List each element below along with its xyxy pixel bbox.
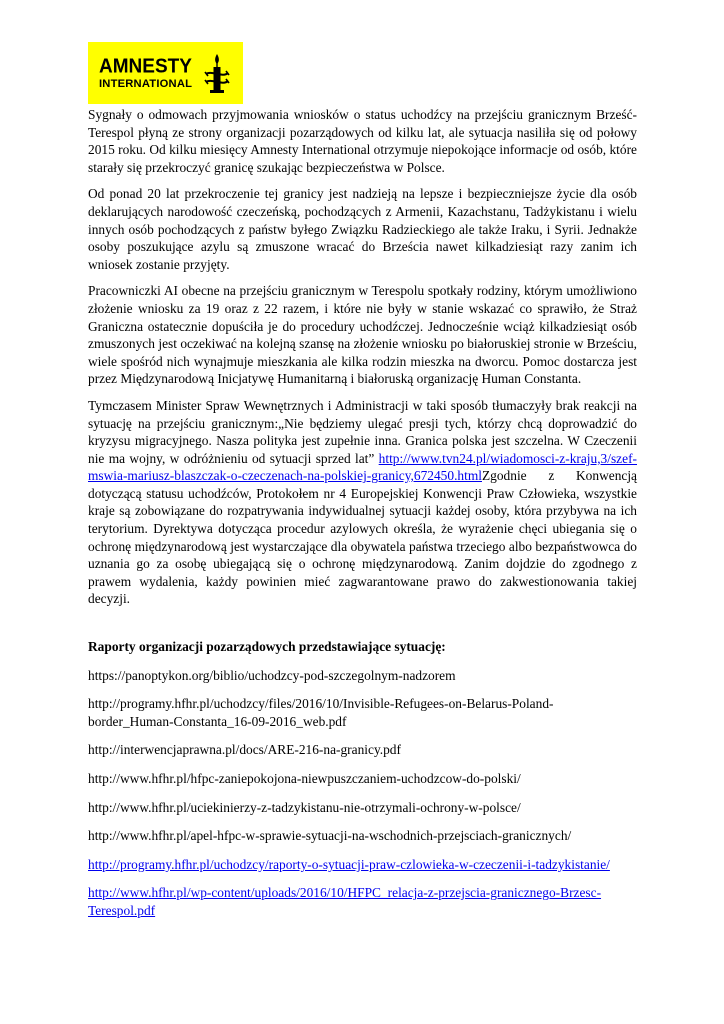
sources-heading: Raporty organizacji pozarządowych przedstawiające sytuację: <box>88 639 446 655</box>
logo-line-1: AMNESTY <box>99 55 192 78</box>
amnesty-logo <box>88 42 243 104</box>
paragraph-2: Od ponad 20 lat przekroczenie tej granicy jest nadzieją na lepsze i bezpieczniejsze życie dla osób deklarujących narodowość czeczeńską, pochodzących z Armenii, Kazachstanu, Tadżykistanu i wielu innych osób pochodzących z państw byłego Związku Radzieckiego ale także Iraku, i Syrii. Jednakże osoby poszukujące azylu są zmuszone wracać do Brześcia nawet kilkadziesiąt razy zanim ich wniosek zostanie przyjęty. <box>88 186 637 272</box>
candle-barbed-wire-icon <box>201 52 233 96</box>
paragraph-1: Sygnały o odmowach przyjmowania wniosków o status uchodźcy na przejściu granicznym Brześć-Terespol płyną ze strony organizacji pozarządowych od kilku lat, ale sytuacja nasiliła się od połowy 2015 roku. Od kilku miesięcy Amnesty International otrzymuje niepokojące informacje od osób, które starały się przekroczyć granicę szukając bezpieczeństwa w Polsce. <box>88 107 637 175</box>
source-link-item <box>88 856 637 874</box>
logo-wordmark <box>99 57 192 90</box>
source-item: http://www.hfhr.pl/apel-hfpc-w-sprawie-sytuacji-na-wschodnich-przejsciach-granicznych/ <box>88 828 572 844</box>
paragraph-4-text-end: Zgodnie z Konwencją dotyczącą statusu uchodźców, Protokołem nr 4 Europejskiej Konwencji Praw Człowieka, wszystkie kraje są zobowiązane do rozpatrywania indywidualnej sytuacji każdej osoby, która przybywa na ich terytorium. Dyrektywa dotycząca procedur azylowych określa, że wyrażenie chęci ubiegania się o ochronę międzynarodową jest wystarczające dla obywatela państwa trzeciego albo bezpaństwowca do uznania go za osobę ubiegającą się o ochronę międzynarodową. Zanim dojdzie do zgodnego z prawem wydalenia, każdy powinien mieć zagwarantowane prawo do zakwestionowania takiej decyzji. <box>88 468 637 607</box>
source-item: http://www.hfhr.pl/uciekinierzy-z-tadzykistanu-nie-otrzymali-ochrony-w-polsce/ <box>88 799 521 815</box>
document-body <box>88 106 637 920</box>
tvn24-article-link[interactable]: http://www.tvn24.pl/wiadomosci-z-kraju,3/szef-mswia-mariusz-blaszczak-o-czeczenach-na-polskiej-granicy,672450.html <box>88 450 637 484</box>
source-link-item <box>88 884 637 919</box>
source-item: http://interwencjaprawna.pl/docs/ARE-216-na-granicy.pdf <box>88 742 401 758</box>
source-item: http://www.hfhr.pl/hfpc-zaniepokojona-niewpuszczaniem-uchodzcow-do-polski/ <box>88 771 521 786</box>
paragraph-4 <box>88 397 637 608</box>
paragraph-3: Pracowniczki AI obecne na przejściu granicznym w Terespolu spotkały rodziny, którym umożliwiono złożenie wniosku za 19 oraz z 22 razem, i które nie były w stanie wskazać co sprawiło, że Straż Graniczna ostatecznie dopuściła je do procedury uchodźczej. Jednocześnie wciąż kilkadziesiąt osób zmuszonych jest oczekiwać na kolejną szansę na złożenie wniosku po białoruskiej stronie w Brześciu, wiele spośród nich wynajmuje mieszkania ale kilka rodzin mieszka na dworcu. Pomoc dostarcza jest przez Międzynarodową Inicjatywę Humanitarną i białoruską organizację Human Constanta. <box>88 283 637 387</box>
logo-line-2: INTERNATIONAL <box>99 78 193 90</box>
hfhr-pdf-link[interactable]: http://www.hfhr.pl/wp-content/uploads/2016/10/HFPC_relacja-z-przejscia-granicznego-Brzesc-Terespol.pdf <box>88 885 602 918</box>
source-item: http://programy.hfhr.pl/uchodzcy/files/2016/10/Invisible-Refugees-on-Belarus-Poland-border_Human-Constanta_16-09-2016_web.pdf <box>88 696 554 729</box>
hfhr-report-link[interactable]: http://programy.hfhr.pl/uchodzcy/raporty-o-sytuacji-praw-czlowieka-w-czeczenii-i-tadzykistanie/ <box>88 856 610 872</box>
paragraph-4-text-start: Tymczasem Minister Spraw Wewnętrznych i Administracji w taki sposób tłumaczyły brak reakcji na sytuację na przejściu granicznym:„Nie będziemy ulegać presji tych, którzy chcą doprowadzić do kryzysu migracyjnego. Nasza polityka jest zupełnie inna. Granica polska jest szczelna. W Czeczenii nie ma wojny, w odróżnieniu od sytuacji sprzed lat” <box>88 397 637 466</box>
source-item: https://panoptykon.org/biblio/uchodzcy-pod-szczegolnym-nadzorem <box>88 667 456 683</box>
